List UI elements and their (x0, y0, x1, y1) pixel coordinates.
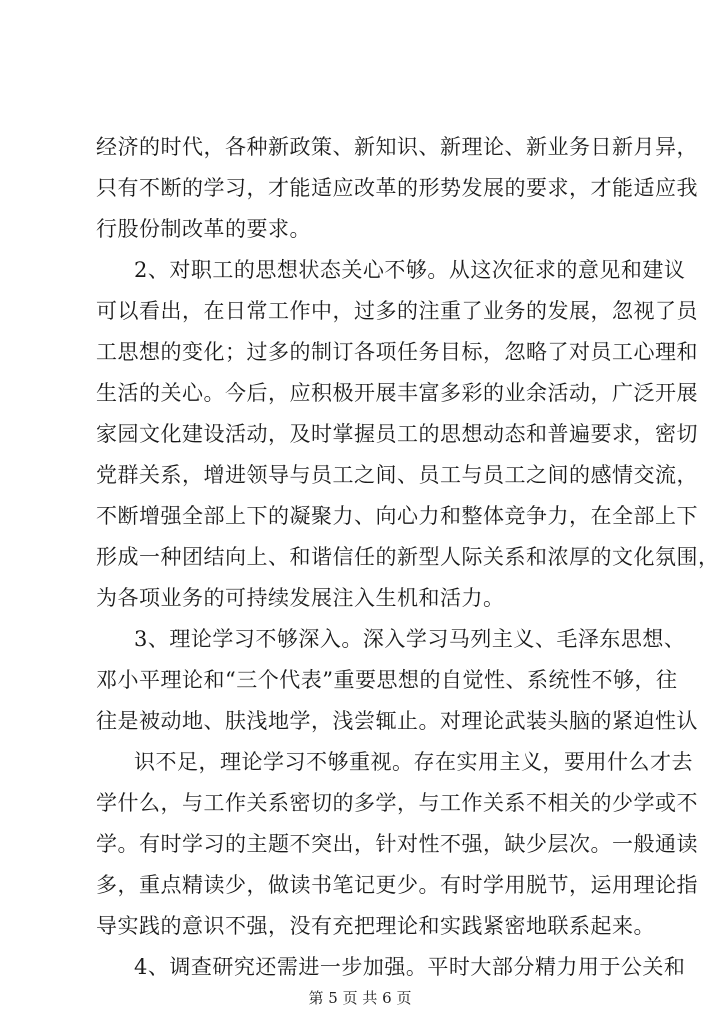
page-number-footer: 第 5 页 共 6 页 (308, 989, 412, 1007)
text-line: 不断增强全部上下的凝聚力、向心力和整体竞争力，在全部上下 (96, 504, 698, 528)
text-line: 识不足，理论学习不够重视。存在实用主义，要用什么才去 (134, 750, 693, 774)
text-line: 往是被动地、肤浅地学，浅尝辄止。对理论武装头脑的紧迫性认 (96, 709, 698, 733)
paragraph-4-first-line: 4、调查研究还需进一步加强。平时大部分精力用于公关和 (134, 955, 686, 979)
text-line: 经济的时代，各种新政策、新知识、新理论、新业务日新月异， (96, 135, 698, 159)
paragraph-3-first-line: 3、理论学习不够深入。深入学习马列主义、毛泽东思想、 (134, 627, 686, 651)
paragraph-2-first-line: 2、对职工的思想状态关心不够。从这次征求的意见和建议 (134, 258, 686, 282)
text-line: 生活的关心。今后，应积极开展丰富多彩的业余活动，广泛开展 (96, 381, 698, 405)
text-line: 只有不断的学习，才能适应改革的形势发展的要求，才能适应我 (96, 176, 698, 200)
text-line: 可以看出，在日常工作中，过多的注重了业务的发展，忽视了员 (96, 299, 698, 323)
text-line: 工思想的变化；过多的制订各项任务目标，忽略了对员工心理和 (96, 340, 698, 364)
text-line: 形成一种团结向上、和谐信任的新型人际关系和浓厚的文化氛围， (96, 545, 720, 569)
text-line: 邓小平理论和“三个代表”重要思想的自觉性、系统性不够，往 (96, 668, 678, 692)
text-line: 多，重点精读少，做读书笔记更少。有时学用脱节，运用理论指 (96, 873, 698, 897)
text-line: 党群关系，增进领导与员工之间、员工与员工之间的感情交流， (96, 463, 698, 487)
text-line: 行股份制改革的要求。 (96, 217, 311, 241)
text-line: 导实践的意识不强，没有充把理论和实践紧密地联系起来。 (96, 914, 655, 938)
text-line: 为各项业务的可持续发展注入生机和活力。 (96, 586, 505, 610)
text-line: 学什么，与工作关系密切的多学，与工作关系不相关的少学或不 (96, 791, 698, 815)
text-line: 家园文化建设活动，及时掌握员工的思想动态和普遍要求，密切 (96, 422, 698, 446)
text-line: 学。有时学习的主题不突出，针对性不强，缺少层次。一般通读 (96, 832, 698, 856)
